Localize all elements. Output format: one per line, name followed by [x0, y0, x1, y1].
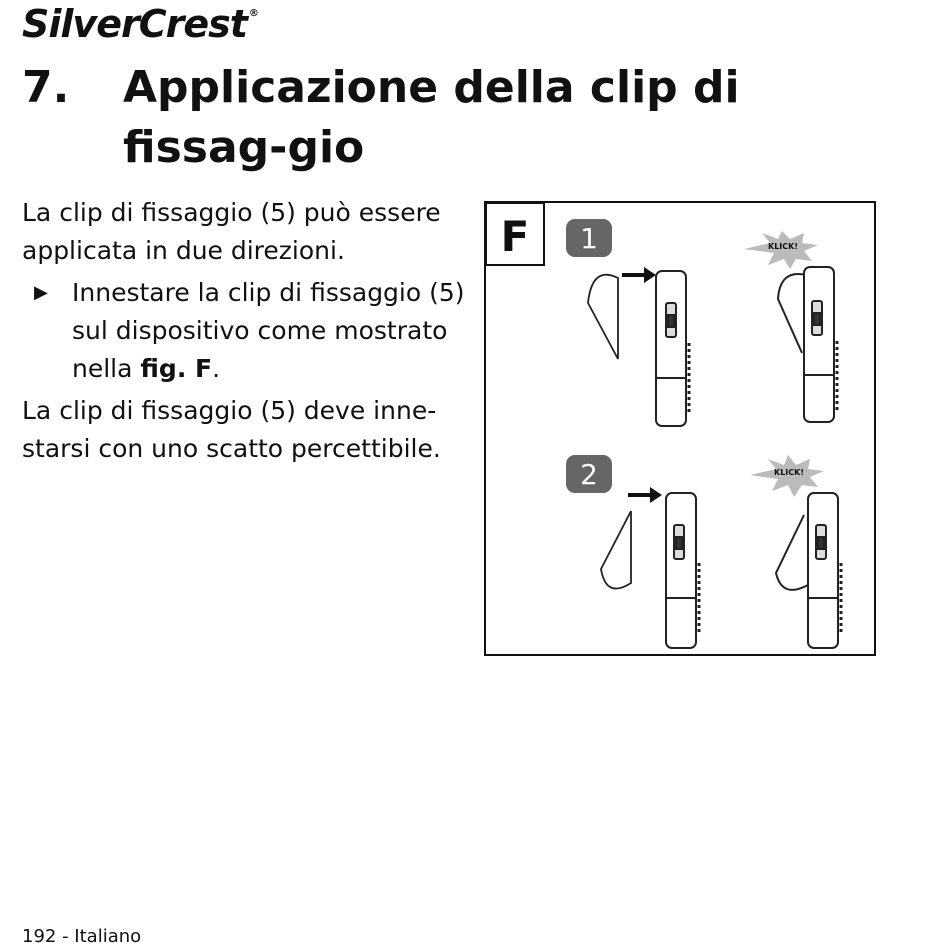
body-text	[22, 194, 472, 472]
figure-label: F	[500, 212, 530, 261]
clip-icon	[588, 275, 618, 359]
device-icon-2	[666, 493, 699, 648]
figure-f	[484, 201, 876, 656]
step-end: .	[212, 354, 221, 383]
brand-logo	[22, 2, 258, 46]
figure-illustration	[486, 203, 878, 658]
intro-paragraph: La clip di fissaggio (5) può essere applicata in due direzioni.	[22, 198, 441, 265]
outro-paragraph: La clip di fissaggio (5) deve inne-starsi con uno scatto percettibile.	[22, 396, 441, 463]
click-label-1: KLICK!	[768, 242, 798, 251]
device-with-clip-icon	[778, 267, 837, 422]
device-icon	[656, 271, 689, 426]
figure-reference: fig. F	[140, 354, 213, 383]
instruction-step	[22, 274, 472, 388]
step-number-1: 1	[580, 222, 598, 255]
bullet-triangle-icon: ▶	[34, 282, 48, 303]
brand-name: SilverCrest	[22, 2, 247, 46]
page-footer: 192 - Italiano	[22, 926, 142, 947]
section-number: 7.	[22, 62, 70, 113]
arrow-right-icon	[622, 267, 656, 283]
step-text: Innestare la clip di fissaggio (5) sul dispositivo come mostrato nella	[72, 278, 465, 383]
device-with-clip-icon-2	[776, 493, 841, 648]
click-burst-icon-2	[750, 455, 824, 497]
registered-mark: ®	[248, 8, 258, 19]
arrow-right-icon-2	[628, 487, 662, 503]
section-title: Applicazione della clip di fissag-gio	[123, 62, 740, 173]
click-burst-icon	[744, 231, 818, 269]
clip-icon-2	[601, 511, 631, 589]
click-label-2: KLICK!	[774, 468, 804, 477]
step-number-2: 2	[580, 458, 598, 491]
